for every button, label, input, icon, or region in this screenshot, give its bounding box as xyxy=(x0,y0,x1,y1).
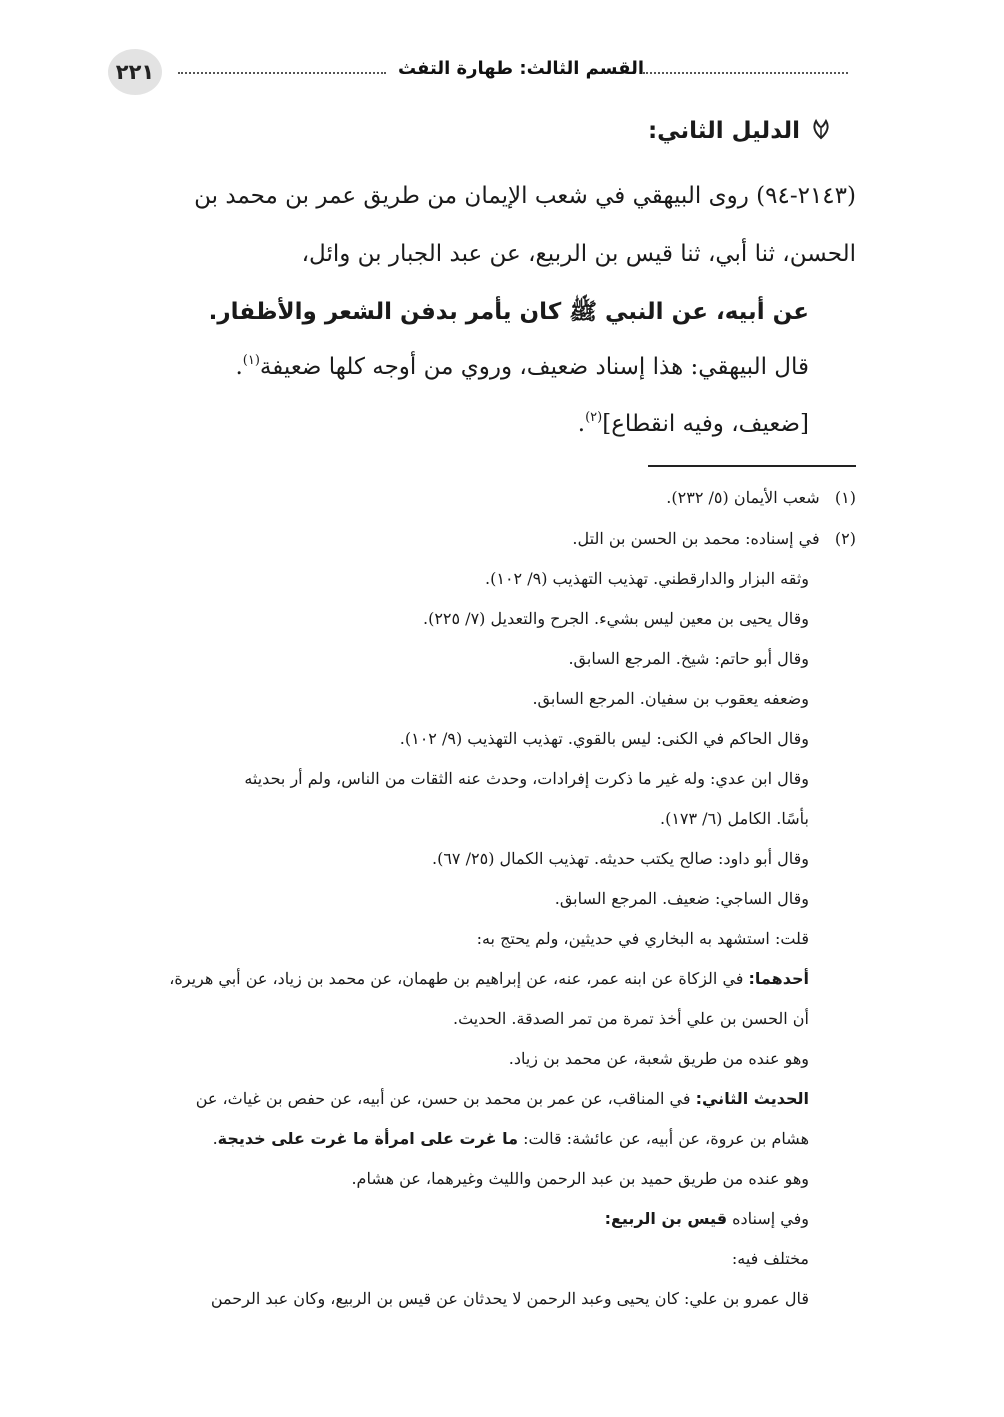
footnote-2-line-4: وقال يحيى بن معين ليس بشيء. الجرح والتعديل (٧/ ٢٢٥). xyxy=(422,609,809,628)
hadith-line-1: (٢١٤٣-٩٤) روى البيهقي في شعب الإيمان من طريق عمر بن محمد بن xyxy=(194,183,856,209)
first-hadith-label: أحدهما: xyxy=(748,969,809,988)
aisha-quote: ما غرت على امرأة ما غرت على خديجة xyxy=(217,1129,518,1148)
footnote-1-text: شعب الأيمان (٥/ ٢٣٢). xyxy=(666,488,820,507)
footnote-2-line-17-text: هشام بن عروة، عن أبيه، عن عائشة: قالت: xyxy=(518,1129,809,1148)
footnote-2-line-9: بأسًا. الكامل (٦/ ١٧٣). xyxy=(659,809,809,828)
footnote-2-line-6: وضعفه يعقوب بن سفيان. المرجع السابق. xyxy=(532,689,809,708)
footnote-2-line-15: وهو عنده من طريق شعبة، عن محمد بن زياد. xyxy=(508,1049,809,1068)
running-title: القسم الثالث: طهارة التفث xyxy=(397,58,645,79)
footnote-2-number: (٢) xyxy=(834,529,856,548)
hadith-grade xyxy=(578,410,809,437)
footnote-ref-2[interactable]: (٢) xyxy=(585,410,603,425)
footnote-2-line-13-text: في الزكاة عن ابنه عمر، عنه، عن إبراهيم بن طهمان، عن محمد بن زياد، عن أبي هريرة، xyxy=(169,969,749,988)
footnote-2-text: في إسناده: محمد بن الحسن بن التل. xyxy=(572,529,820,548)
footnote-2-line-14: أن الحسن بن علي أخذ تمرة من تمر الصدقة. الحديث. xyxy=(452,1009,809,1028)
footnote-2-line-19 xyxy=(605,1209,809,1228)
hadith-matn: عن أبيه، عن النبي ﷺ كان يأمر بدفن الشعر والأظفار. xyxy=(208,299,809,325)
footnote-2-line-10: وقال أبو داود: صالح يكتب حديثه. تهذيب الكمال (٢٥/ ٦٧). xyxy=(432,849,809,868)
footnote-2-line-11: وقال الساجي: ضعيف. المرجع السابق. xyxy=(554,889,809,908)
hadith-grade-text: [ضعيف، وفيه انقطاع] xyxy=(602,411,809,437)
footnote-2-line-12: قلت: استشهد به البخاري في حديثين، ولم يحتج به: xyxy=(476,929,809,948)
footnote-divider xyxy=(648,465,856,467)
footnote-2-line-8: وقال ابن عدي: وله غير ما ذكرت إفرادات، وحدث عنه الثقات من الناس، ولم أر بحديثه xyxy=(244,769,809,788)
section-heading xyxy=(648,118,832,146)
footnote-2-line-7: وقال الحاكم في الكنى: ليس بالقوي. تهذيب التهذيب (٩/ ١٠٢). xyxy=(399,729,809,748)
header-dotted-leader-left xyxy=(178,72,386,74)
footnote-ref-1[interactable]: (١) xyxy=(242,353,260,368)
footnote-2-line-19-text: وفي إسناده xyxy=(727,1209,809,1228)
section-heading-text: الدليل الثاني: xyxy=(647,118,800,144)
bayhaqi-comment xyxy=(235,353,809,380)
footnote-2-line-20: مختلف فيه: xyxy=(731,1249,809,1268)
footnote-2-line-18: وهو عنده من طريق حميد بن عبد الرحمن والليث وغيرهما، عن هشام. xyxy=(351,1169,809,1188)
hadith-grade-end: . xyxy=(577,411,586,437)
footnote-2-line-17 xyxy=(213,1129,809,1148)
footnote-2-line-13 xyxy=(169,969,809,988)
footnote-2-line-3: وثقه البزار والدارقطني. تهذيب التهذيب (٩/ ١٠٢). xyxy=(485,569,809,588)
header-dotted-leader-right xyxy=(643,72,848,74)
second-hadith-label: الحديث الثاني: xyxy=(695,1089,809,1108)
footnote-1-number: (١) xyxy=(834,488,856,507)
leaf-ornament-icon xyxy=(810,118,832,146)
running-header xyxy=(108,52,848,96)
page-number: ٢٢١ xyxy=(108,49,162,95)
hadith-line-2: الحسن، ثنا أبي، ثنا قيس بن الربيع، عن عبد الجبار بن وائل، xyxy=(301,241,856,267)
bayhaqi-comment-text: قال البيهقي: هذا إسناد ضعيف، وروي من أوجه كلها ضعيفة xyxy=(259,354,809,380)
footnote-2-line-16 xyxy=(196,1089,809,1108)
footnote-2-line-16-text: في المناقب، عن عمر بن محمد بن حسن، عن أبيه، عن حفص بن غياث، عن xyxy=(195,1089,696,1108)
footnote-2-line-17-end: . xyxy=(212,1129,218,1148)
footnote-2 xyxy=(572,529,856,548)
bayhaqi-comment-end: . xyxy=(235,354,243,380)
footnote-1 xyxy=(666,488,856,507)
footnote-2-line-21: قال عمرو بن علي: كان يحيى وعبد الرحمن لا يحدثان عن قيس بن الربيع، وكان عبد الرحمن xyxy=(210,1289,809,1308)
footnote-2-line-5: وقال أبو حاتم: شيخ. المرجع السابق. xyxy=(568,649,809,668)
narrator-name: قيس بن الربيع: xyxy=(604,1209,728,1228)
